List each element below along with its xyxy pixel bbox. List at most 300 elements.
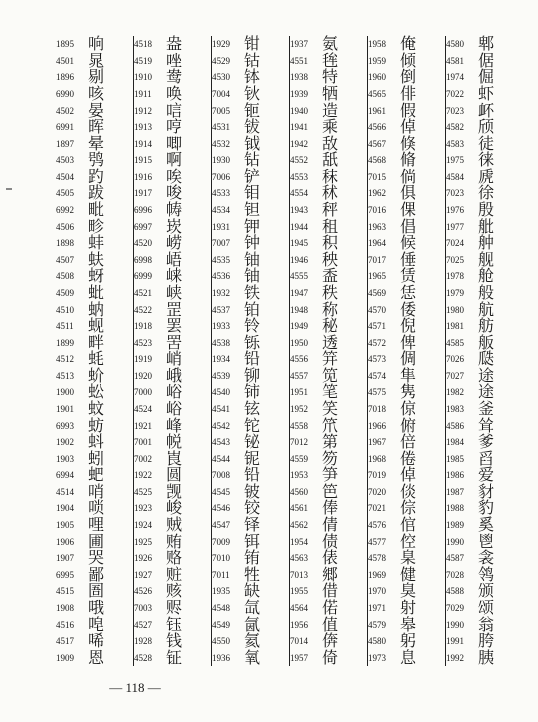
code-number: 7013: [290, 569, 308, 580]
code-number: 4546: [212, 503, 230, 514]
character: 罡: [166, 299, 183, 319]
character: 笆: [322, 481, 339, 501]
code-number: 4565: [368, 89, 386, 100]
code-number: 1991: [446, 636, 464, 647]
code-number: 1914: [134, 138, 152, 149]
code-number: 4509: [56, 287, 74, 298]
code-number: 4545: [212, 486, 230, 497]
character: 般: [478, 282, 495, 302]
code-number: 4554: [290, 188, 308, 199]
character: 租: [322, 216, 339, 236]
code-number: 4528: [134, 652, 152, 663]
character: 秫: [322, 183, 339, 203]
character: 笔: [322, 382, 339, 402]
code-number: 4542: [212, 420, 230, 431]
code-number: 1982: [446, 387, 464, 398]
code-number: 4506: [56, 221, 74, 232]
character: 圄: [88, 581, 105, 601]
page-number: — 118 —: [109, 680, 161, 695]
character: 蚄: [88, 415, 105, 435]
scan-mark: [6, 188, 12, 190]
table-row: [290, 202, 367, 219]
character: 崃: [166, 266, 183, 286]
character-table: [56, 36, 524, 666]
character: 铌: [244, 448, 261, 468]
code-number: 6999: [134, 271, 152, 282]
character: 赆: [166, 597, 183, 617]
code-number: 1915: [134, 155, 152, 166]
code-number: 1901: [56, 404, 74, 414]
character: 颀: [478, 117, 495, 137]
table-row: [56, 517, 133, 534]
code-number: 4586: [446, 420, 464, 431]
code-number: 4521: [134, 287, 152, 298]
code-number: 4577: [368, 536, 386, 547]
character: 蚣: [88, 382, 105, 402]
character: 倌: [400, 515, 417, 535]
character: 铉: [244, 399, 261, 418]
character: 舱: [478, 266, 495, 286]
character: 钼: [244, 183, 261, 203]
character: 胰: [478, 647, 495, 667]
code-number: 4530: [212, 72, 230, 83]
code-number: 7019: [368, 470, 386, 481]
code-number: 1990: [446, 619, 464, 630]
character: 鬯: [478, 531, 495, 551]
character: 牺: [322, 84, 339, 104]
character: 鸮: [88, 150, 105, 170]
code-number: 4529: [212, 55, 230, 66]
character: 笑: [322, 399, 339, 418]
code-number: 1927: [134, 569, 152, 580]
character: 乘: [322, 117, 339, 137]
character: 峻: [166, 498, 183, 518]
character: 唧: [166, 133, 183, 153]
table-row: [446, 434, 524, 451]
character: 哨: [88, 481, 105, 501]
table-row: [134, 401, 211, 418]
character: 郫: [478, 34, 495, 54]
code-number: 7011: [212, 569, 230, 580]
character: 铰: [244, 498, 261, 518]
code-number: 4502: [56, 105, 74, 116]
code-number: 4508: [56, 271, 74, 282]
character: 晖: [88, 117, 105, 137]
code-number: 1956: [290, 619, 308, 630]
code-number: 4522: [134, 304, 152, 315]
code-number: 4549: [212, 619, 230, 630]
code-number: 1908: [56, 602, 74, 613]
code-number: 1913: [134, 122, 152, 133]
code-number: 7023: [446, 105, 464, 116]
code-number: 4562: [290, 520, 308, 531]
code-number: 7021: [368, 503, 386, 514]
character: 蚜: [88, 266, 105, 286]
character: 铆: [244, 365, 261, 385]
code-number: 1942: [290, 138, 308, 149]
code-number: 1955: [290, 586, 308, 597]
code-number: 1899: [56, 337, 74, 348]
code-number: 1944: [290, 221, 308, 232]
code-number: 6993: [56, 420, 74, 431]
code-number: 4526: [134, 586, 152, 597]
code-number: 1987: [446, 486, 464, 497]
code-number: 1970: [368, 586, 386, 597]
character: 倧: [400, 498, 417, 518]
character: 债: [322, 531, 339, 551]
code-number: 7012: [290, 437, 308, 448]
code-number: 1932: [212, 287, 230, 298]
table-row: [56, 202, 133, 219]
character: 崂: [166, 233, 183, 253]
character: 造: [322, 100, 339, 120]
character: 值: [322, 614, 339, 634]
table-row: [368, 597, 445, 617]
code-number: 1978: [446, 271, 464, 282]
character: 啊: [166, 150, 183, 170]
character: 晁: [88, 50, 105, 70]
code-number: 1930: [212, 155, 230, 166]
code-number: 1959: [368, 55, 386, 66]
table-row: [134, 119, 211, 136]
code-number: 7020: [368, 486, 386, 497]
character: 倦: [400, 448, 417, 468]
code-number: 4507: [56, 254, 74, 265]
character: 盎: [166, 34, 183, 54]
character: 唤: [166, 84, 183, 104]
code-number: 1917: [134, 188, 152, 199]
character: 钷: [244, 100, 261, 120]
code-number: 4555: [290, 271, 308, 282]
character: 铂: [244, 299, 261, 319]
character: 秘: [322, 316, 339, 336]
character: 健: [400, 564, 417, 584]
code-number: 4505: [56, 188, 74, 199]
code-number: 6992: [56, 205, 74, 216]
code-number: 4512: [56, 354, 74, 365]
character: 钟: [244, 233, 261, 253]
character: 倍: [400, 432, 417, 452]
table-row: [134, 202, 211, 219]
character: 倨: [478, 50, 495, 70]
code-number: 4532: [212, 138, 230, 149]
character: 舰: [478, 249, 495, 269]
code-number: 4580: [446, 39, 464, 50]
character: 氙: [244, 597, 261, 617]
character: 倚: [322, 647, 339, 667]
character: 殷: [478, 200, 495, 220]
table-row: [368, 318, 445, 335]
code-number: 4580: [368, 636, 386, 647]
character: 臭: [400, 581, 417, 601]
code-number: 4513: [56, 370, 74, 381]
character: 俺: [400, 34, 417, 54]
code-number: 1966: [368, 420, 386, 431]
code-number: 1957: [290, 652, 308, 663]
character: 俳: [400, 84, 417, 104]
table-column: [368, 36, 446, 666]
character: 蚨: [88, 249, 105, 269]
character: 蚊: [88, 399, 105, 418]
code-number: 4540: [212, 387, 230, 398]
character: 氧: [244, 647, 261, 667]
table-row: [134, 282, 211, 302]
code-number: 1931: [212, 221, 230, 232]
table-row: [134, 550, 211, 567]
code-number: 7026: [446, 354, 464, 365]
table-row: [212, 649, 289, 666]
character: 罢: [166, 316, 183, 336]
code-number: 4544: [212, 453, 230, 464]
table-row: [56, 434, 133, 451]
code-number: 1984: [446, 437, 464, 448]
table-row: [368, 434, 445, 451]
character: 铒: [244, 531, 261, 551]
table-row: [368, 649, 445, 666]
table-row: [446, 550, 524, 567]
character: 跋: [88, 183, 105, 203]
code-number: 4576: [368, 520, 386, 531]
character: 峰: [166, 415, 183, 435]
code-number: 1979: [446, 287, 464, 298]
character: 倬: [400, 465, 417, 485]
code-number: 7009: [212, 536, 230, 547]
character: 钬: [244, 84, 261, 104]
character: 豹: [478, 498, 495, 518]
table-row: [56, 86, 133, 103]
table-row: [446, 633, 524, 650]
code-number: 4541: [212, 404, 230, 414]
character: 秩: [322, 282, 339, 302]
table-row: [368, 517, 445, 534]
character: 倭: [400, 299, 417, 319]
table-row: [134, 649, 211, 666]
character: 毗: [88, 200, 105, 220]
code-number: 1948: [290, 304, 308, 315]
character: 铈: [244, 382, 261, 402]
code-number: 4587: [446, 553, 464, 564]
code-number: 1916: [134, 171, 152, 182]
code-number: 4567: [368, 138, 386, 149]
code-number: 1896: [56, 72, 74, 83]
code-number: 4563: [290, 553, 308, 564]
code-number: 1977: [446, 221, 464, 232]
table-row: [134, 597, 211, 617]
code-number: 1935: [212, 586, 230, 597]
character: 铀: [244, 249, 261, 269]
character: 爹: [478, 432, 495, 452]
table-row: [212, 318, 289, 335]
character: 钾: [244, 216, 261, 236]
code-number: 4570: [368, 304, 386, 315]
table-row: [446, 86, 524, 103]
code-number: 7014: [290, 636, 308, 647]
code-number: 7006: [212, 171, 230, 182]
code-number: 4517: [56, 636, 74, 647]
character: 响: [88, 34, 105, 54]
code-number: 1990: [446, 536, 464, 547]
code-number: 6995: [56, 569, 74, 580]
code-number: 4547: [212, 520, 230, 531]
table-row: [446, 597, 524, 617]
code-number: 4553: [290, 171, 308, 182]
code-number: 4520: [134, 238, 152, 249]
character: 贼: [166, 515, 183, 535]
code-number: 1943: [290, 205, 308, 216]
code-number: 1906: [56, 536, 74, 547]
code-number: 4523: [134, 337, 152, 348]
code-number: 1929: [212, 39, 230, 50]
character: 晕: [88, 133, 105, 153]
code-number: 1976: [446, 205, 464, 216]
character: 唑: [166, 50, 183, 70]
table-row: [134, 517, 211, 534]
code-number: 4516: [56, 619, 74, 630]
character: 徕: [478, 150, 495, 170]
character: 哩: [88, 515, 105, 535]
code-number: 4571: [368, 321, 386, 332]
code-number: 4537: [212, 304, 230, 315]
code-number: 1940: [290, 105, 308, 116]
character: 赃: [166, 564, 183, 584]
character: 峨: [166, 365, 183, 385]
table-row: [212, 550, 289, 567]
code-number: 4548: [212, 602, 230, 613]
character: 峭: [166, 349, 183, 369]
code-number: 4550: [212, 636, 230, 647]
code-number: 1895: [56, 39, 74, 50]
code-number: 1909: [56, 652, 74, 663]
table-column: [134, 36, 212, 666]
character: 颂: [478, 597, 495, 617]
code-number: 1981: [446, 321, 464, 332]
code-number: 4582: [446, 122, 464, 133]
code-number: 1938: [290, 72, 308, 83]
character: 倘: [400, 166, 417, 186]
character: 舫: [478, 316, 495, 336]
character: 牲: [244, 564, 261, 584]
code-number: 1947: [290, 287, 308, 298]
character: 唁: [166, 100, 183, 120]
table-row: [290, 649, 367, 666]
code-number: 7028: [446, 569, 464, 580]
character: 钲: [166, 647, 183, 667]
character: 哼: [166, 117, 183, 137]
character: 倩: [322, 515, 339, 535]
code-number: 1904: [56, 503, 74, 514]
code-number: 1949: [290, 321, 308, 332]
character: 颁: [478, 581, 495, 601]
code-number: 4584: [446, 171, 464, 182]
table-row: [212, 86, 289, 103]
table-row: [446, 318, 524, 335]
code-number: 4585: [446, 337, 464, 348]
character: 唉: [166, 166, 183, 186]
table-row: [212, 401, 289, 418]
character: 盉: [322, 266, 339, 286]
character: 氨: [322, 34, 339, 54]
table-row: [134, 318, 211, 335]
code-number: 4579: [368, 619, 386, 630]
character: 鸰: [478, 564, 495, 584]
character: 缺: [244, 581, 261, 601]
code-number: 4558: [290, 420, 308, 431]
character: 蚧: [88, 365, 105, 385]
code-number: 1903: [56, 453, 74, 464]
character: 倾: [400, 50, 417, 70]
table-row: [368, 633, 445, 650]
character: 倡: [400, 216, 417, 236]
table-row: [56, 649, 133, 666]
character: 畔: [88, 332, 105, 352]
character: 秧: [322, 249, 339, 269]
code-number: 1897: [56, 138, 74, 149]
character: 帱: [166, 200, 183, 220]
code-number: 1922: [134, 470, 152, 481]
code-number: 1954: [290, 536, 308, 547]
code-number: 1953: [290, 470, 308, 481]
character: 峡: [166, 282, 183, 302]
code-number: 1946: [290, 254, 308, 265]
code-number: 1945: [290, 238, 308, 249]
code-number: 1967: [368, 437, 386, 448]
character: 航: [478, 299, 495, 319]
table-row: [446, 517, 524, 534]
character: 铊: [244, 415, 261, 435]
table-row: [212, 633, 289, 650]
character: 臬: [400, 548, 417, 568]
code-number: 4533: [212, 188, 230, 199]
code-number: 1898: [56, 238, 74, 249]
table-row: [446, 282, 524, 302]
code-number: 4552: [290, 155, 308, 166]
character: 倏: [400, 133, 417, 153]
table-row: [446, 401, 524, 418]
code-number: 1992: [446, 652, 464, 663]
character: 秣: [322, 166, 339, 186]
table-column: [212, 36, 290, 666]
code-number: 4564: [290, 602, 308, 613]
character: 舀: [478, 448, 495, 468]
code-number: 4560: [290, 486, 308, 497]
character: 恁: [400, 282, 417, 302]
table-row: [56, 119, 133, 136]
table-row: [134, 434, 211, 451]
table-row: [212, 597, 289, 617]
character: 赂: [166, 548, 183, 568]
character: 蚬: [88, 316, 105, 336]
character: 倥: [400, 531, 417, 551]
code-number: 1965: [368, 271, 386, 282]
character: 圆: [166, 465, 183, 485]
code-number: 7022: [446, 89, 464, 100]
character: 俾: [400, 332, 417, 352]
character: 哦: [88, 597, 105, 617]
character: 脩: [400, 150, 417, 170]
code-number: 1950: [290, 337, 308, 348]
code-number: 7000: [134, 387, 152, 398]
character: 畛: [88, 216, 105, 236]
table-row: [56, 597, 133, 617]
code-number: 1900: [56, 387, 74, 398]
code-number: 1937: [290, 39, 308, 50]
table-row: [134, 633, 211, 650]
table-row: [212, 282, 289, 302]
character: 蚋: [88, 299, 105, 319]
character: 蚓: [88, 448, 105, 468]
character: 倒: [400, 67, 417, 87]
code-number: 4511: [56, 321, 74, 332]
